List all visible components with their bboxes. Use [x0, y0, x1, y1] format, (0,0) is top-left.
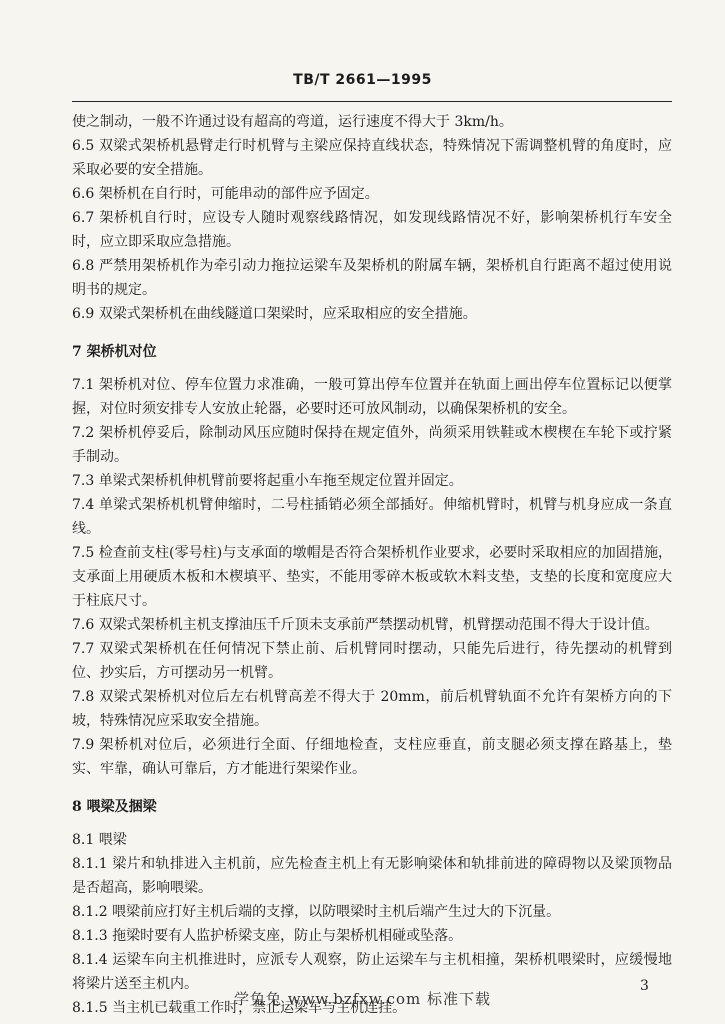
- clause-7-1: 7.1 架桥机对位、停车位置力求准确，一般可算出停车位置并在轨面上画出停车位置标记以便掌握，对位时须安排专人安放止轮器，必要时还可放风制动，以确保架桥机的安全。: [72, 377, 672, 417]
- page-header: TB/T 2661—1995: [293, 72, 432, 88]
- clause-8-1-1: 8.1.1 梁片和轨排进入主机前，应先检查主机上有无影响梁体和轨排前进的障碍物以及梁顶物品是否超高，影响喂梁。: [72, 856, 672, 896]
- watermark-footer: 学兔兔 www.bzfxw.com 标准下载: [233, 990, 492, 1008]
- clause-7-7: 7.7 双梁式架桥机在任何情况下禁止前、后机臂同时摆动，只能先后进行，待先摆动的机臂到位、抄实后，方可摆动另一机臂。: [72, 641, 672, 681]
- clause-6-9: 6.9 双梁式架桥机在曲线隧道口架梁时，应采取相应的安全措施。: [72, 306, 477, 322]
- clause-7-8: 7.8 双梁式架桥机对位后左右机臂高差不得大于 20mm，前后机臂轨面不允许有架桥方向的下坡，特殊情况应采取安全措施。: [72, 689, 672, 729]
- section-7-title: 7 架桥机对位: [72, 344, 157, 360]
- header-rule: [72, 101, 672, 102]
- clause-7-4: 7.4 单梁式架桥机机臂伸缩时，二号柱插销必须全部插好。伸缩机臂时，机臂与机身应成一条直线。: [72, 497, 672, 537]
- clause-7-3: 7.3 单梁式架桥机伸机臂前要将起重小车拖至规定位置并固定。: [72, 473, 463, 489]
- clause-7-9: 7.9 架桥机对位后，必须进行全面、仔细地检查，支柱应垂直，前支腿必须支撑在路基上，垫实、牢靠，确认可靠后，方才能进行架梁作业。: [72, 737, 672, 777]
- clause-7-2: 7.2 架桥机停妥后，除制动风压应随时保持在规定值外，尚须采用铁鞋或木楔楔在车轮下或拧紧手制动。: [72, 425, 672, 465]
- clause-6-6: 6.6 架桥机在自行时，可能串动的部件应予固定。: [72, 186, 379, 202]
- clause-7-5: 7.5 检查前支柱(零号柱)与支承面的墩帽是否符合架桥机作业要求，必要时采取相应的加固措施，支承面上用硬质木板和木楔填平、垫实，不能用零碎木板或软木料支垫，支垫的长度和宽度应大于柱底尺寸。: [72, 545, 672, 609]
- page-number: 3: [640, 978, 649, 994]
- clause-6-5: 6.5 双梁式架桥机悬臂走行时机臂与主梁应保持直线状态，特殊情况下需调整机臂的角度时，应采取必要的安全措施。: [72, 138, 672, 178]
- clause-8-1-4: 8.1.4 运梁车向主机推进时，应派专人观察，防止运梁车与主机相撞，架桥机喂梁时，应缓慢地将梁片送至主机内。: [72, 952, 672, 992]
- clause-8-1-5: 8.1.5 当主机已载重工作时，禁止运梁车与主机连挂。: [72, 1000, 407, 1016]
- paragraph: 使之制动，一般不许通过设有超高的弯道，运行速度不得大于 3km/h。: [72, 114, 513, 130]
- clause-6-7: 6.7 架桥机自行时，应设专人随时观察线路情况，如发现线路情况不好，影响架桥机行车安全时，应立即采取应急措施。: [72, 210, 672, 250]
- section-8-title: 8 喂梁及捆梁: [72, 799, 157, 815]
- document-body: [72, 110, 672, 1020]
- clause-8-1: 8.1 喂梁: [72, 832, 127, 848]
- clause-7-6: 7.6 双梁式架桥机主机支撑油压千斤顶未支承前严禁摆动机臂，机臂摆动范围不得大于设计值。: [72, 617, 659, 633]
- clause-6-8: 6.8 严禁用架桥机作为牵引动力拖拉运梁车及架桥机的附属车辆，架桥机自行距离不超过使用说明书的规定。: [72, 258, 672, 298]
- clause-8-1-2: 8.1.2 喂梁前应打好主机后端的支撑，以防喂梁时主机后端产生过大的下沉量。: [72, 904, 561, 920]
- clause-8-1-3: 8.1.3 拖梁时要有人监护桥梁支座，防止与架桥机相碰或坠落。: [72, 928, 463, 944]
